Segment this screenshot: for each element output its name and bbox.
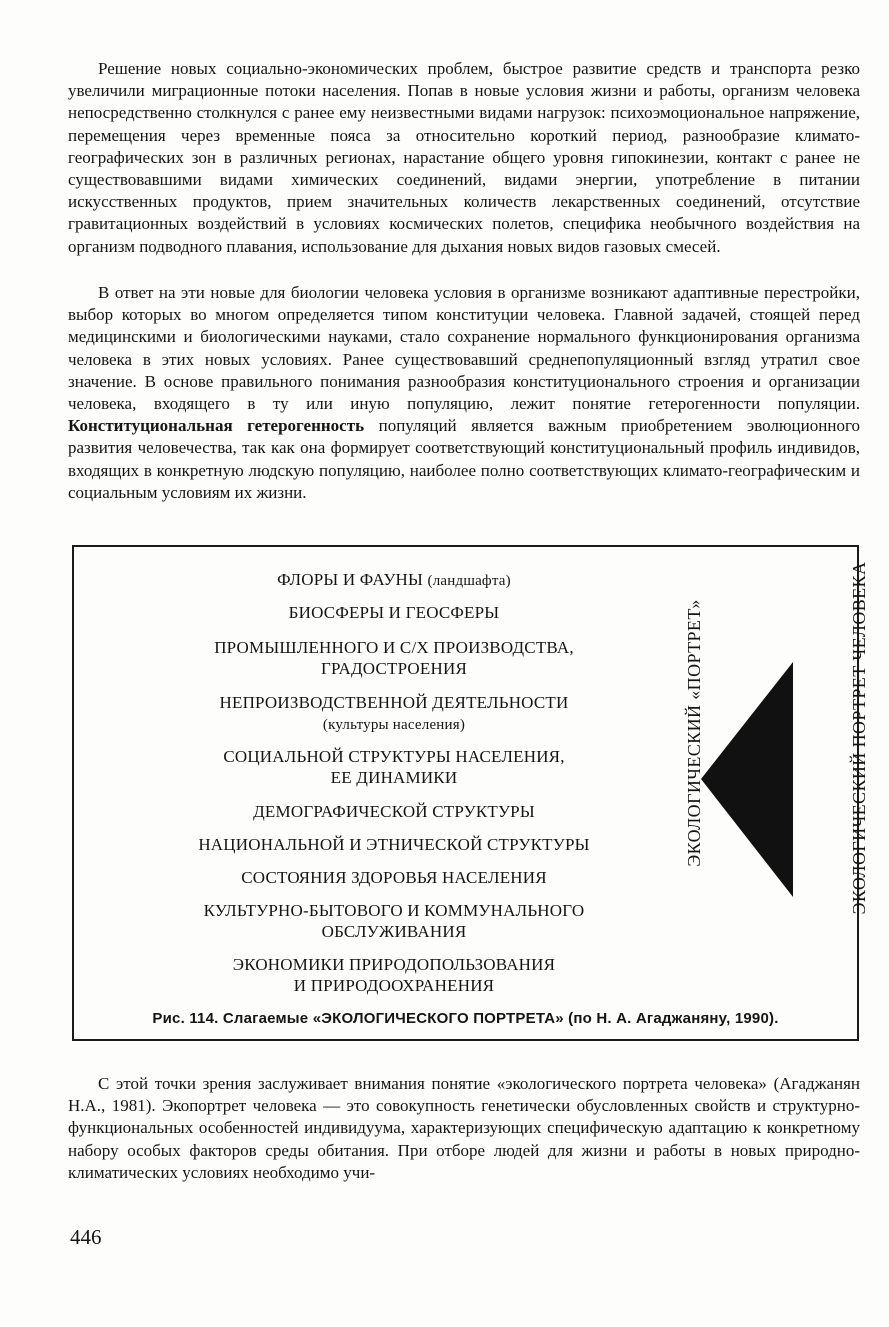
figure-item-text-line2: И ПРИРОДООХРАНЕНИЯ bbox=[293, 976, 495, 995]
figure-item-text-line2: ГРАДОСТРОЕНИЯ bbox=[320, 659, 467, 678]
figure-item-text-line2: ОБСЛУЖИВАНИЯ bbox=[321, 922, 467, 941]
figure-item-industry bbox=[159, 637, 629, 679]
body-paragraph-2 bbox=[68, 282, 860, 504]
figure-item-text: НАЦИОНАЛЬНОЙ И ЭТНИЧЕСКОЙ СТРУКТУРЫ bbox=[198, 835, 590, 854]
figure-item-note: (культуры населения) bbox=[322, 717, 466, 733]
figure-item-nonproduction bbox=[159, 692, 629, 736]
body-paragraph-1 bbox=[68, 58, 860, 258]
figure-item-biosphere bbox=[159, 602, 629, 623]
paragraph-3-text: С этой точки зрения заслуживает внимания понятие «экологического портрета человека» (Агаджанян Н.А., 1981). Экопортрет человека — это совокупность генетически обусловленных свойств и структурно-функциональных особенностей индивидуума, характеризующих специфическую адаптацию к конкретному набору особых факторов среды обитания. При отборе людей для жизни и работы в новых природно-климатических условиях необходимо учи- bbox=[68, 1074, 860, 1182]
figure-item-demographic bbox=[159, 801, 629, 822]
triangle-icon bbox=[696, 657, 796, 907]
paragraph-2-text-after: популяций является важным приобретением эволюционного развития человечества, так как она формирует соответствующий конституциональный профиль индивидов, входящих в конкретную людскую популяцию, наиболее полно соответствующих климато-географическим и социальным условиям их жизни. bbox=[68, 416, 861, 502]
figure-item-national-ethnic bbox=[159, 834, 629, 855]
figure-item-text: СОЦИАЛЬНОЙ СТРУКТУРЫ НАСЕЛЕНИЯ, bbox=[223, 747, 565, 766]
vertical-label-ecological-portrait-of-human: ЭКОЛОГИЧЕСКИЙ ПОРТРЕТ ЧЕЛОВЕКА bbox=[849, 561, 869, 915]
figure-item-text: СОСТОЯНИЯ ЗДОРОВЬЯ НАСЕЛЕНИЯ bbox=[241, 868, 547, 887]
figure-item-health bbox=[159, 867, 629, 888]
figure-item-flora-fauna bbox=[159, 569, 629, 592]
figure-item-text: НЕПРОИЗВОДСТВЕННОЙ ДЕЯТЕЛЬНОСТИ bbox=[219, 693, 569, 712]
body-paragraph-3 bbox=[68, 1073, 860, 1184]
page-number: 446 bbox=[70, 1225, 102, 1249]
figure-item-text: КУЛЬТУРНО-БЫТОВОГО И КОММУНАЛЬНОГО bbox=[203, 901, 585, 920]
figure-item-economics bbox=[159, 954, 629, 996]
figure-item-text: БИОСФЕРЫ И ГЕОСФЕРЫ bbox=[288, 603, 500, 622]
figure-item-cultural-communal bbox=[159, 900, 629, 942]
figure-item-note: (ландшафта) bbox=[427, 573, 511, 589]
paragraph-2-text-before: В ответ на эти новые для биологии человека условия в организме возникают адаптивные перестройки, выбор которых во многом определяется типом конституции человека. Главной задачей, стоящей перед медицинскими и биологическими науками, стало сохранение нормального функционирования организма человека в этих новых условиях. Ранее существовавший среднепопуляционный взгляд утратил свое значение. В основе правильного понимания разнообразия конституционального строения и организации человека, входящего в ту или иную популяцию, лежит понятие гетерогенности популяции. bbox=[68, 283, 860, 414]
vertical-label-ecological-portrait: ЭКОЛОГИЧЕСКИЙ «ПОРТРЕТ» bbox=[684, 599, 704, 867]
paragraph-1-text: Решение новых социально-экономических проблем, быстрое развитие средств и транспорта резко увеличили миграционные потоки населения. Попав в новые условия жизни и работы, организм человека непосредственно столкнулся с ранее ему неизвестными видами нагрузок: психоэмоциональное напряжение, перемещения через временные пояса за относительно короткий период, разнообразие климато-географических зон в различных регионах, нарастание общего уровня гипокинезии, контакт с ранее не существовавшими видами химических соединений, видами энергии, употребление в питании искусственных продуктов, прием значительных количеств лекарственных соединений, отсутствие гравитационных воздействий в условиях космических полетов, специфика необычного воздействия на организм подводного плавания, использование для дыхания новых видов газовых смесей. bbox=[68, 59, 860, 256]
figure-item-text: ПРОМЫШЛЕННОГО И С/Х ПРОИЗВОДСТВА, bbox=[214, 638, 574, 657]
figure-ecological-portrait bbox=[72, 545, 869, 1041]
figure-item-text: ДЕМОГРАФИЧЕСКОЙ СТРУКТУРЫ bbox=[253, 802, 535, 821]
figure-item-social-structure bbox=[159, 746, 629, 788]
figure-item-text: ФЛОРЫ И ФАУНЫ bbox=[277, 570, 424, 589]
figure-item-text-line2: ЕЕ ДИНАМИКИ bbox=[330, 768, 458, 787]
figure-item-text: ЭКОНОМИКИ ПРИРОДОПОЛЬЗОВАНИЯ bbox=[232, 955, 556, 974]
figure-caption: Рис. 114. Слагаемые «ЭКОЛОГИЧЕСКОГО ПОРТРЕТА» (по Н. А. Агаджаняну, 1990). bbox=[152, 1010, 779, 1027]
paragraph-2-bold-term: Конституциональная гетерогенность bbox=[68, 416, 365, 436]
